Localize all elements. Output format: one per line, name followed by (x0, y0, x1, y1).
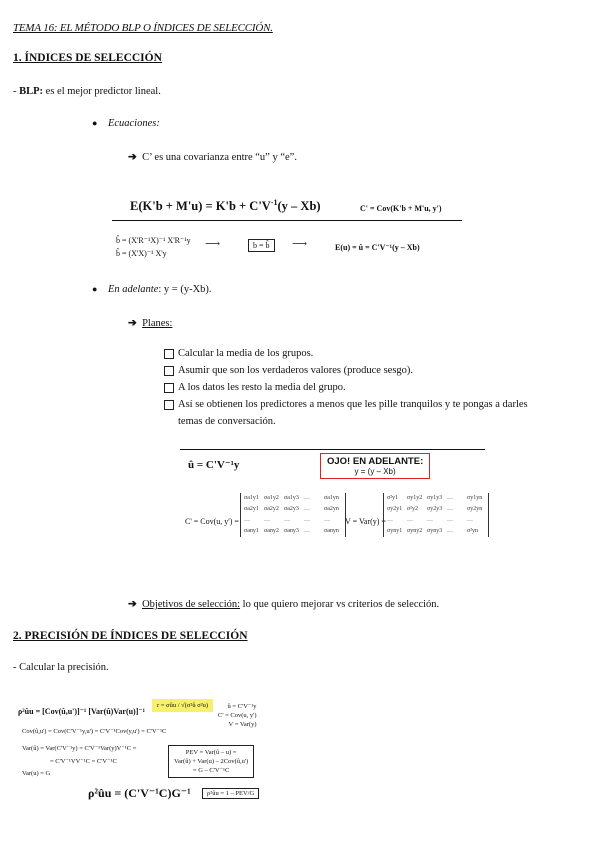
planes-label: Planes: (142, 318, 173, 329)
matrix-cell: σy1y2 (407, 495, 423, 501)
v-matrix-grid (387, 493, 485, 537)
matrix-cell: … (447, 517, 453, 523)
matrix-cell: σy1yn (467, 495, 483, 501)
objetivos-item (128, 598, 439, 610)
matrix-cell: … (244, 517, 250, 523)
right-def-uhat: û = C'V⁻¹y (227, 703, 257, 710)
bhat-equation-2: b̂ = (X'X)⁻¹ X'y (116, 249, 167, 258)
document-title: TEMA 16: EL MÉTODO BLP O ÍNDICES DE SELECCIÓN. (13, 22, 273, 34)
blp-text: es el mejor predictor lineal. (43, 86, 161, 97)
matrix-cell: σany3 (284, 528, 299, 534)
rho-equation: ρ²ûu = [Cov(û,u')]⁻¹ [Var(û)Var(u)]⁻¹ (18, 707, 146, 716)
pev-line-2: Var(û) + Var(u) – 2Cov(û,u') (174, 758, 249, 765)
matrix-cell: … (324, 517, 330, 523)
blp-line (13, 86, 161, 97)
matrix-cell: σy2y3 (427, 506, 443, 512)
objetivos-label: Objetivos de selección: (142, 599, 241, 610)
checklist-item (164, 345, 528, 362)
checkbox-icon (164, 400, 174, 410)
matrix-cell: … (447, 528, 453, 534)
matrix-cell: … (304, 528, 310, 534)
right-definitions (218, 702, 257, 729)
matrix-cell: σy1y3 (427, 495, 443, 501)
v-matrix (383, 493, 489, 537)
matrix-cell: … (284, 517, 290, 523)
matrix-divider (180, 449, 485, 450)
matrix-cell: … (387, 517, 393, 523)
bullet-icon: ● (92, 284, 98, 294)
adelante-text: : y = (y-Xb). (158, 284, 212, 295)
matrix-cell: σa1y2 (264, 495, 279, 501)
var-u-equation: Var(u) = G (22, 770, 51, 777)
uhat-equation: û = C'V⁻¹y (188, 459, 240, 471)
matrix-cell: σa1y3 (284, 495, 299, 501)
checkbox-icon (164, 349, 174, 359)
bhat-equation-1: b̂ = (X'R⁻¹X)⁻¹ X'R⁻¹y (116, 236, 191, 245)
ojo-equation: y = (y – Xb) (354, 467, 396, 476)
matrix-cell: σyny1 (387, 528, 403, 534)
section-2-heading: 2. PRECISIÓN DE ÍNDICES DE SELECCIÓN (13, 630, 248, 642)
c-matrix-label: C' = Cov(u, y') = (185, 517, 239, 526)
checklist-item (164, 362, 528, 379)
main-equation-right: (y – Xb) (277, 199, 321, 214)
matrix-cell: σ²y2 (407, 506, 419, 512)
var-equation-2: = C'V⁻¹VV⁻¹C = C'V⁻¹C (50, 758, 117, 765)
matrix-cell: … (264, 517, 270, 523)
matrix-cell: σa1y1 (244, 495, 259, 501)
pev-line-3: = G – C'V⁻¹C (192, 767, 230, 774)
matrix-cell: σ²y1 (387, 495, 399, 501)
right-def-v: V = Var(y) (228, 721, 257, 728)
blp-label: BLP: (19, 86, 44, 97)
arrow-icon: ➔ (128, 599, 137, 610)
checklist-text: Calcular la media de los grupos. (178, 348, 314, 359)
objetivos-text: lo que quiero mejorar vs criterios de selección. (240, 599, 440, 610)
main-equation-exponent: -1 (270, 198, 278, 207)
covarianza-text: C’ es una covarianza entre “u” y “e”. (142, 152, 297, 163)
main-equation (130, 198, 321, 214)
matrix-cell: σanyn (324, 528, 339, 534)
arrow-1-icon: ⟶ (205, 239, 221, 250)
matrix-cell: … (447, 495, 453, 501)
matrix-cell: σany2 (264, 528, 279, 534)
main-equation-left: E(K'b + M'u) = K'b + C'V (130, 199, 271, 214)
matrix-cell: … (304, 517, 310, 523)
matrix-cell: σyny2 (407, 528, 423, 534)
adelante-label: En adelante (107, 284, 159, 295)
pev-line-1: PEV = Var(û – u) = (185, 749, 237, 756)
highlighted-correlation: r = σûu / √(σ²û σ²u) (152, 699, 213, 712)
var-equation-1: Var(û) = Var(C'V⁻¹y) = C'V⁻¹Var(y)V⁻¹C = (22, 745, 137, 752)
ojo-box (320, 453, 430, 479)
ecuaciones-label: Ecuaciones: (107, 118, 160, 129)
matrix-cell: σyny3 (427, 528, 443, 534)
pev-box (168, 745, 254, 778)
matrix-cell: σy2yn (467, 506, 483, 512)
section-1-heading: 1. ÍNDICES DE SELECCIÓN (13, 52, 162, 64)
checklist-item (164, 396, 528, 413)
arrow-icon: ➔ (128, 318, 137, 329)
v-matrix-label: V = Var(y) = (345, 517, 386, 526)
matrix-cell: σa2yn (324, 506, 339, 512)
ojo-title: OJO! EN ADELANTE: (327, 456, 424, 467)
matrix-cell: … (447, 506, 453, 512)
equation-divider (112, 220, 462, 221)
matrix-cell: σ²yn (467, 528, 479, 534)
arrow-icon: ➔ (128, 152, 137, 163)
c-matrix (240, 493, 346, 537)
cov-equation: Cov(û,u') = Cov(C'V⁻¹y,u') = C'V⁻¹Cov(y,u') = C'V⁻¹C (22, 728, 167, 735)
checklist-text: A los datos les resto la media del grupo. (178, 382, 346, 393)
precision-box: ρ²ûu = 1 – PEV/G (202, 788, 259, 799)
rho-final-equation: ρ²ûu = (C'V⁻¹C)G⁻¹ (88, 786, 191, 800)
matrix-cell: σa1yn (324, 495, 339, 501)
matrix-cell: σa2y2 (264, 506, 279, 512)
adelante-item (92, 284, 212, 295)
checklist-text: temas de conversación. (178, 416, 276, 427)
matrix-cell: … (467, 517, 473, 523)
matrix-cell: σa2y1 (244, 506, 259, 512)
ecuaciones-item (92, 118, 160, 129)
checklist-text: Asumir que son los verdaderos valores (produce sesgo). (178, 365, 414, 376)
checkbox-icon (164, 383, 174, 393)
calcular-precision-text: - Calcular la precisión. (13, 662, 109, 673)
checklist-text: Así se obtienen los predictores a menos que les pille tranquilos y te pongas a darles (178, 399, 528, 410)
planes-checklist (164, 345, 528, 430)
matrix-cell: σa2y3 (284, 506, 299, 512)
matrix-cell: σy2y1 (387, 506, 403, 512)
planes-item (128, 317, 172, 329)
c-definition: C' = Cov(K'b + M'u, y') (360, 204, 442, 213)
matrix-cell: … (304, 506, 310, 512)
checkbox-icon (164, 366, 174, 376)
blp-dash: - (13, 86, 20, 97)
b-equals-bhat-box: b = b̂ (248, 239, 275, 252)
checklist-item (164, 379, 528, 396)
expectation-result: E(u) = û = C'V⁻¹(y – Xb) (335, 243, 420, 252)
bullet-icon: ● (92, 118, 98, 128)
c-matrix-grid (244, 493, 342, 537)
matrix-cell: … (427, 517, 433, 523)
right-def-c: C' = Cov(u, y') (218, 712, 257, 719)
matrix-cell: σany1 (244, 528, 259, 534)
matrix-cell: … (407, 517, 413, 523)
covarianza-item (128, 151, 297, 163)
arrow-2-icon: ⟶ (292, 239, 308, 250)
checklist-continuation (164, 413, 528, 430)
matrix-cell: … (304, 495, 310, 501)
